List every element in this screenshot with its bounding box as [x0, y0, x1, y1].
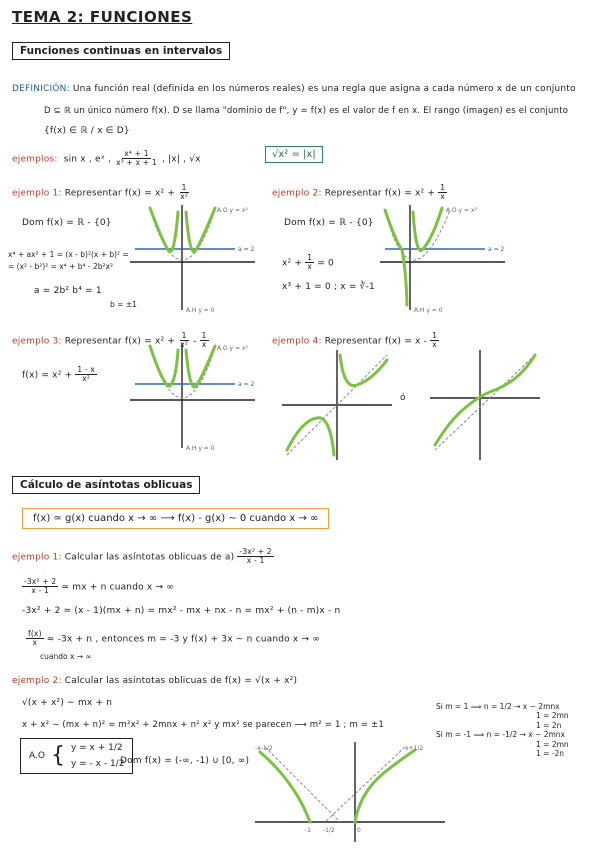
oblique-example1-line3: $\frac{f(x)}{x}$ ≈ -3x + n , entonces m = -3 y f(x) + 3x ∼ n cuando x → ∞ — [28, 629, 321, 648]
oblique-example2-cases: Si m = 1 ⟹ n = 1/2 → x ∼ 2mnx 1 = 2mn 1 = 2n Si m = -1 ⟹ n = -1/2 → x ∼ 2mnx 1 = 2mn 1 = -2n — [436, 702, 569, 758]
oblique-example2-graph — [255, 742, 445, 842]
definition-label: DEFINICIÓN: — [12, 84, 70, 94]
definition-line-2: D ⊆ ℝ un único número f(x). D se llama "dominio de f", y = f(x) es el valor de f en x. El rango (imagen) es el conjunto — [44, 106, 569, 116]
or-label: ó — [400, 393, 406, 403]
example3-fx: f(x) = x² + $\frac{1 - x}{\text{x²}}$ — [22, 365, 96, 384]
example4-text: Representar f(x) = x - — [324, 336, 428, 347]
example2-ah-label: A.H y = 0 — [414, 307, 443, 314]
example3-ah-label: A.H y = 0 — [186, 445, 215, 452]
identity-box: √x² = |x| — [265, 146, 323, 163]
example2-label: ejemplo 2: — [272, 188, 322, 199]
oblique-left-asymptote-label: -x-1/2 — [255, 745, 273, 752]
example3-label: ejemplo 3: — [12, 336, 62, 347]
definition-line-3: {f(x) ∈ ℝ / x ∈ D} — [44, 126, 130, 136]
example1-label: ejemplo 1: — [12, 188, 62, 199]
example3-header: ejemplo 3: Representar f(x) = x² + $\frac{1}{\text{x²}}$ - $\frac{1}{x}$ — [12, 331, 207, 350]
example1-text: Representar f(x) = x² + — [64, 188, 176, 199]
example3-text: Representar f(x) = x² + — [64, 336, 176, 347]
asymptote-definition-box: f(x) ≃ g(x) cuando x → ∞ ⟶ f(x) - g(x) ∼ 0 cuando x → ∞ — [22, 508, 329, 529]
oblique-right-asymptote-label: x+1/2 — [405, 745, 424, 752]
oblique-example1-sub: cuando x → ∞ — [40, 652, 92, 661]
section-title-continuas: Funciones continuas en intervalos — [12, 42, 230, 60]
example1-ao-label: A.O y = x² — [217, 207, 248, 214]
example2-text: Representar f(x) = x² + — [324, 188, 436, 199]
examples-fraction: $\frac{\text{x⁴ + 1}}{\text{x³ + x + 1}}$ — [116, 149, 157, 168]
oblique-example2-line2: x + x² ∼ (mx + n)² = m²x² + 2mnx + n² x² y mx² se parecen ⟶ m² = 1 ; m = ±1 — [22, 720, 384, 730]
oblique-example1-text: Calcular las asíntotas oblicuas de a) — [64, 552, 235, 563]
example1-work-2: = (x² - b²)² = x⁴ + b⁴ - 2b²x² — [8, 262, 113, 271]
example1-ah-label: A.H y = 0 — [186, 307, 215, 314]
example4-label: ejemplo 4: — [272, 336, 322, 347]
example2-a2-label: a = 2 — [488, 246, 505, 253]
example1-work-3: a = 2b² b⁴ = 1 — [34, 286, 102, 296]
example2-ao-label: A.O y = x² — [446, 207, 477, 214]
tick-zero: 0 — [357, 827, 361, 834]
tick-minus-one: -1 — [305, 827, 311, 834]
example4-graph-b — [430, 350, 540, 460]
example1-work-4: b = ±1 — [110, 300, 137, 309]
example2-work-2: x³ + 1 = 0 ; x = ∛-1 — [282, 282, 375, 292]
example3-graph — [130, 338, 260, 458]
example1-work-1: x⁴ + ax² + 1 = (x - b)²(x + b)² = — [8, 250, 129, 259]
oblique-example1-label: ejemplo 1: — [12, 552, 62, 563]
example2-header — [272, 184, 447, 202]
examples-label: ejemplos: — [12, 154, 58, 165]
oblique-example2-label: ejemplo 2: — [12, 676, 62, 686]
definition-text-1: Una función real (definida en los números reales) es una regla que asigna a cada número x de un conjunto — [72, 84, 576, 94]
tick-minus-half: -1/2 — [323, 827, 335, 834]
oblique-example1-header: ejemplo 1: Calcular las asíntotas oblicuas de a) $\frac{\text{-3x² + 2}}{x - 1}$ — [12, 547, 272, 566]
definition-line-1 — [12, 84, 576, 94]
examples-line — [12, 150, 201, 168]
example1-domain: Dom f(x) = ℝ - {0} — [22, 218, 112, 228]
example2-work-1: x² + $\frac{1}{x}$ = 0 — [282, 253, 334, 272]
example1-header — [12, 184, 190, 202]
page-title: TEMA 2: FUNCIONES — [12, 8, 193, 26]
example2-graph — [380, 200, 510, 320]
oblique-example2-domain: Dom f(x) = (-∞, -1) ∪ [0, ∞) — [120, 756, 250, 766]
example4-graph-a — [282, 350, 392, 460]
example1-a2-label: a = 2 — [238, 246, 255, 253]
examples-list: sin x , eˣ , — [63, 154, 112, 165]
example1-fraction: $\frac{1}{\text{x²}}$ — [180, 183, 189, 202]
examples-list-2: , |x| , √x — [161, 154, 201, 165]
oblique-example2-header — [12, 676, 297, 686]
example2-domain: Dom f(x) = ℝ - {0} — [284, 218, 374, 228]
example3-a2-label: a = 2 — [238, 381, 255, 388]
example1-graph — [130, 200, 260, 320]
example3-ao-label: A.O y = x² — [217, 345, 248, 352]
example2-fraction: $\frac{1}{x}$ — [440, 183, 446, 202]
oblique-example1-line2: -3x² + 2 ≃ (x - 1)(mx + n) = mx² - mx + nx - n = mx² + (n - m)x - n — [22, 606, 341, 616]
example4-header: ejemplo 4: Representar f(x) = x - $\frac{1}{x}$ — [272, 331, 438, 350]
oblique-asymptotes-box: A.O { y = x + 1/2 y = - x - 1/2 — [20, 738, 133, 774]
oblique-example2-line1: √(x + x²) ∼ mx + n — [22, 698, 113, 708]
oblique-example1-line1: $\frac{\text{-3x² + 2}}{x - 1}$ ≃ mx + n cuando x → ∞ — [24, 577, 174, 596]
section-title-asintotas: Cálculo de asíntotas oblicuas — [12, 476, 200, 494]
oblique-example2-text: Calcular las asíntotas oblicuas de f(x) = √(x + x²) — [64, 676, 298, 686]
